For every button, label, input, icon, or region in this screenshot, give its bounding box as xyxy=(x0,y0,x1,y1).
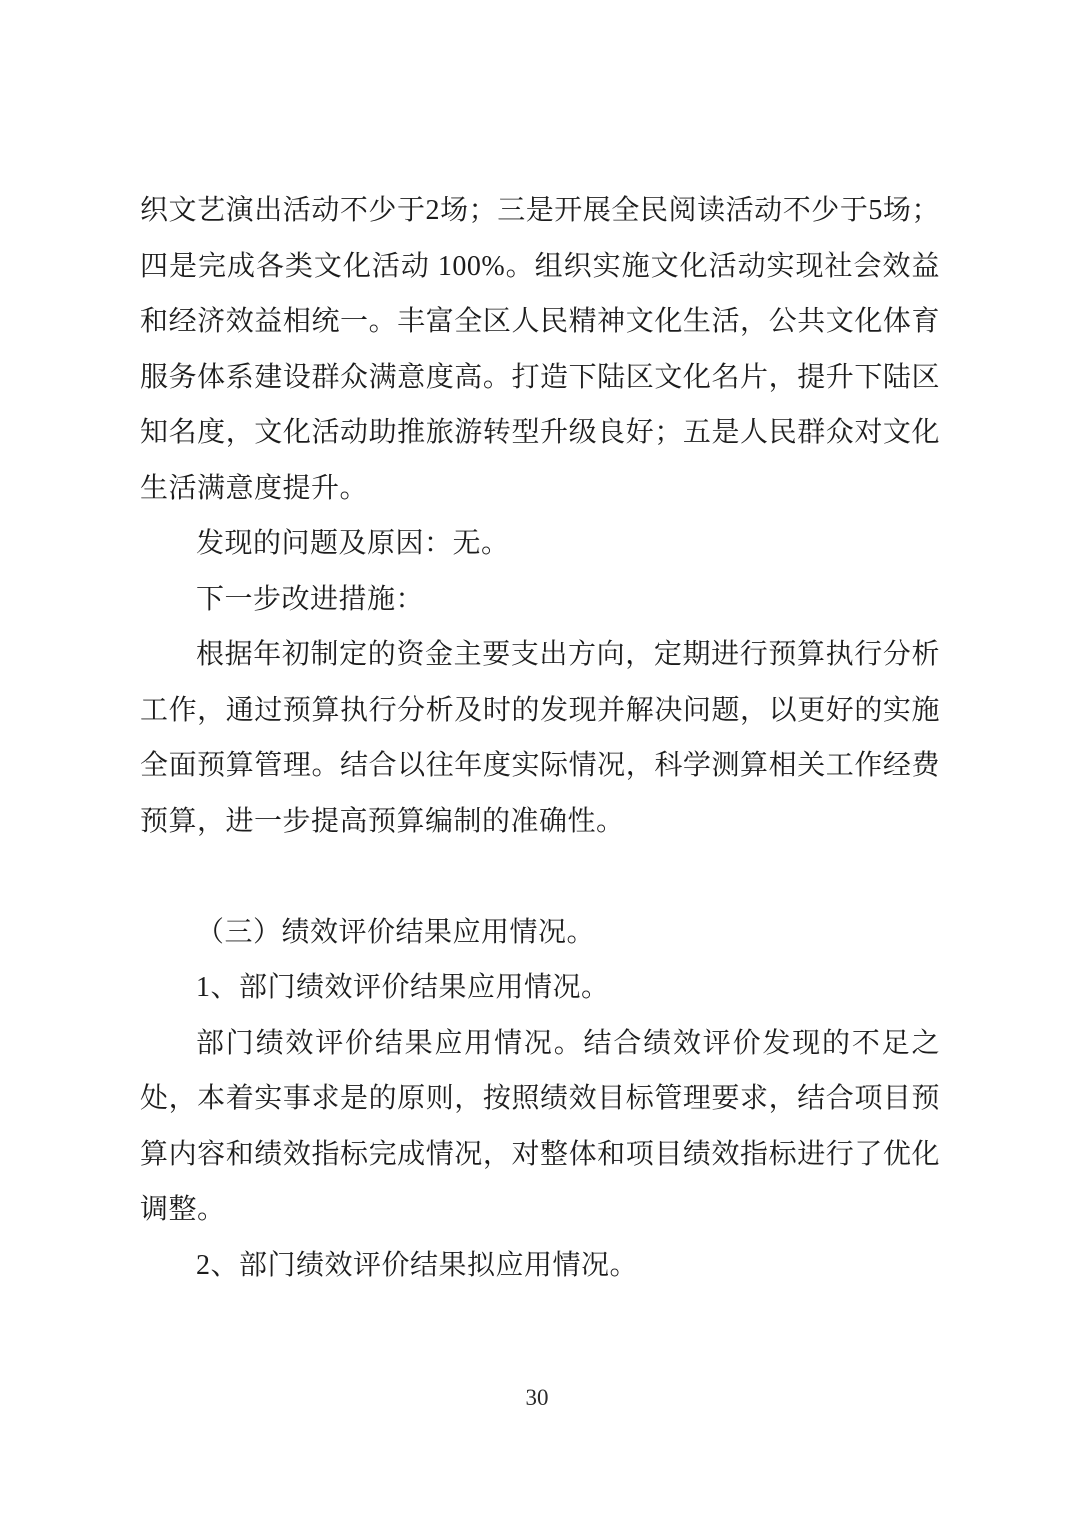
paragraph-continuation-culture-activities: 织文艺演出活动不少于2场；三是开展全民阅读活动不少于5场；四是完成各类文化活动 100%。组织实施文化活动实现社会效益和经济效益相统一。丰富全区人民精神文化生活，公共文化体育服务体系建设群众满意度高。打造下陆区文化名片，提升下陆区知名度，文化活动助推旅游转型升级良好；五是人民群众对文化生活满意度提升。 xyxy=(140,195,940,504)
section-heading-3-evaluation-result-application: （三）绩效评价结果应用情况。 xyxy=(196,916,596,948)
subsection-2-heading: 2、部门绩效评价结果拟应用情况。 xyxy=(196,1249,639,1281)
paragraph-next-step-measures-heading: 下一步改进措施： xyxy=(196,583,425,615)
subsection-1-heading: 1、部门绩效评价结果应用情况。 xyxy=(196,972,610,1003)
document-body xyxy=(140,183,940,1293)
page-footer xyxy=(0,1384,1074,1412)
blank-line xyxy=(140,849,940,905)
paragraph-problems-and-causes: 发现的问题及原因：无。 xyxy=(196,528,510,559)
page-number: 30 xyxy=(525,1385,549,1410)
paragraph-budget-improvement: 根据年初制定的资金主要支出方向，定期进行预算执行分析工作，通过预算执行分析及时的发现并解决问题，以更好的实施全面预算管理。结合以往年度实际情况，科学测算相关工作经费预算，进一步提高预算编制的准确性。 xyxy=(140,639,940,837)
paragraph-evaluation-result-application-detail: 部门绩效评价结果应用情况。结合绩效评价发现的不足之处，本着实事求是的原则，按照绩效目标管理要求，结合项目预算内容和绩效指标完成情况，对整体和项目绩效指标进行了优化调整。 xyxy=(140,1027,940,1225)
